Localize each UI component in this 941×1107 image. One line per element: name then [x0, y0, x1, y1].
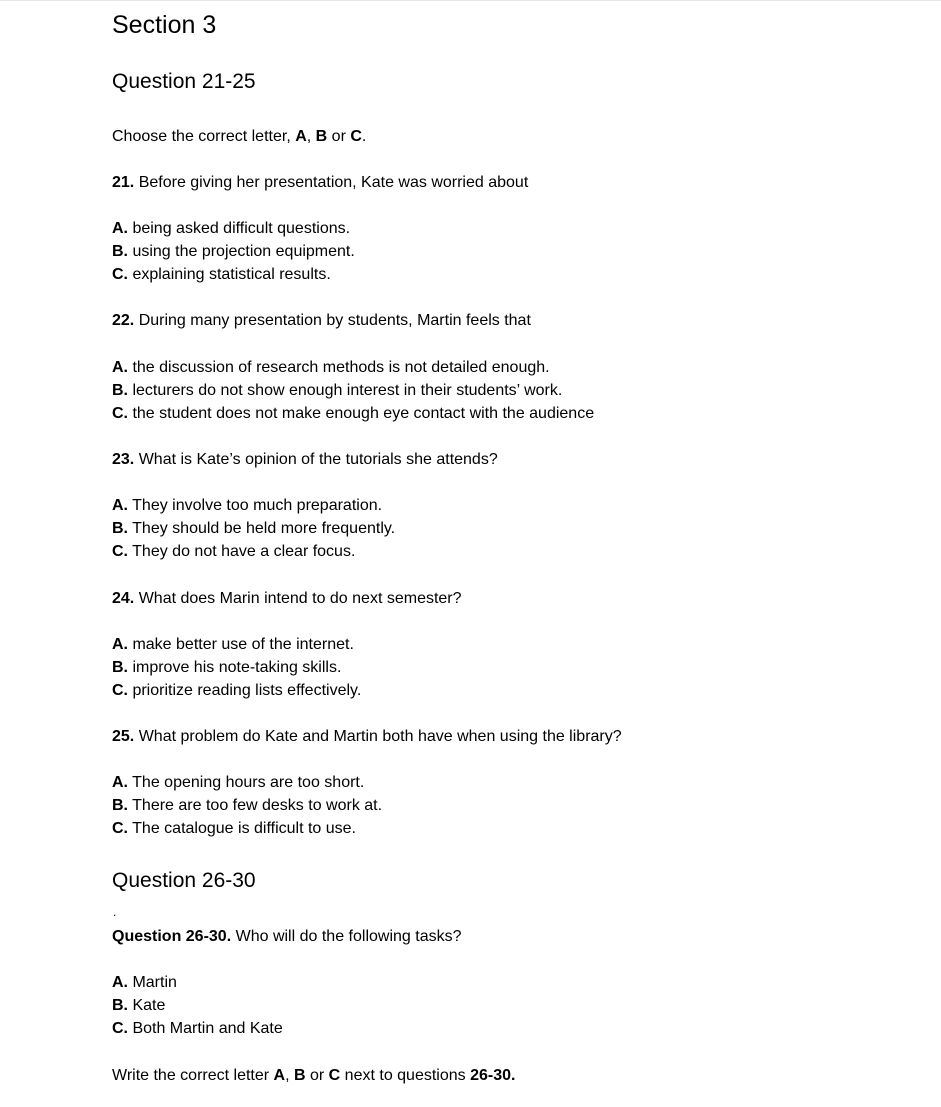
option-letter: C. [112, 405, 128, 422]
prompt-bold: Question 26-30. [112, 928, 232, 945]
question-number: 21. [112, 174, 135, 191]
group1-instruction [112, 127, 366, 147]
option-24c [112, 681, 361, 701]
question-number: 25. [112, 728, 135, 745]
option-letter: A. [112, 774, 128, 791]
instruction-suffix: . [361, 128, 367, 145]
question-text: Before giving her presentation, Kate was worried about [134, 174, 529, 191]
option-23a [112, 496, 382, 516]
prompt-text: Who will do the following tasks? [231, 928, 462, 945]
instruction-sep: or [327, 128, 351, 145]
question-22 [112, 311, 531, 331]
option-22a [112, 358, 550, 378]
option-text: Martin [128, 974, 177, 991]
option-22b [112, 381, 562, 401]
option-25a [112, 773, 364, 793]
top-border [0, 0, 941, 1]
section-title: Section 3 [112, 11, 217, 39]
option-letter: B. [112, 382, 128, 399]
group2-prompt [112, 927, 461, 947]
option-text: being asked difficult questions. [128, 220, 351, 237]
group2-heading: Question 26-30 [112, 869, 256, 892]
write-range: 26-30. [470, 1067, 516, 1084]
group2-write-instruction [112, 1066, 515, 1086]
option-letter: A. [112, 497, 128, 514]
option-text: lecturers do not show enough interest in their students’ work. [128, 382, 563, 399]
option-text: They involve too much preparation. [128, 497, 383, 514]
question-number: 23. [112, 451, 135, 468]
option-24b [112, 658, 341, 678]
question-text: What does Marin intend to do next semester? [134, 590, 462, 607]
question-text: What is Kate’s opinion of the tutorials she attends? [134, 451, 498, 468]
write-letter-b: B [293, 1067, 306, 1084]
instruction-letter-b: B [315, 128, 328, 145]
write-prefix: Write the correct letter [112, 1067, 274, 1084]
option-letter: B. [112, 797, 128, 814]
group2-option-c [112, 1019, 283, 1039]
option-text: explaining statistical results. [128, 266, 331, 283]
option-text: Both Martin and Kate [128, 1020, 283, 1037]
option-24a [112, 635, 354, 655]
option-21c [112, 265, 331, 285]
question-23 [112, 450, 498, 470]
option-23c [112, 542, 355, 562]
write-sep: , [285, 1067, 294, 1084]
write-sep: or [305, 1067, 329, 1084]
option-text: The catalogue is difficult to use. [128, 820, 356, 837]
option-23b [112, 519, 395, 539]
question-number: 24. [112, 590, 135, 607]
instruction-sep: , [306, 128, 316, 145]
option-text: There are too few desks to work at. [128, 797, 383, 814]
group1-heading: Question 21-25 [112, 70, 256, 93]
question-number: 22. [112, 312, 135, 329]
option-text: make better use of the internet. [128, 636, 354, 653]
option-letter: C. [112, 820, 128, 837]
option-text: the student does not make enough eye contact with the audience [128, 405, 595, 422]
question-21 [112, 173, 528, 193]
question-text: What problem do Kate and Martin both have when using the library? [134, 728, 622, 745]
option-letter: C. [112, 1020, 128, 1037]
option-letter: A. [112, 974, 128, 991]
write-mid: next to questions [340, 1067, 471, 1084]
option-letter: B. [112, 520, 128, 537]
group2-option-b [112, 996, 165, 1016]
option-text: prioritize reading lists effectively. [128, 682, 362, 699]
option-25c [112, 819, 356, 839]
option-text: They should be held more frequently. [128, 520, 396, 537]
option-text: improve his note-taking skills. [128, 659, 342, 676]
option-letter: A. [112, 220, 128, 237]
option-letter: B. [112, 997, 128, 1014]
question-text: During many presentation by students, Martin feels that [134, 312, 531, 329]
question-25 [112, 727, 622, 747]
write-letter-a: A [273, 1067, 286, 1084]
option-letter: C. [112, 682, 128, 699]
option-letter: B. [112, 659, 128, 676]
option-21a [112, 219, 350, 239]
stray-dot: . [113, 905, 117, 919]
instruction-prefix: Choose the correct letter, [112, 128, 296, 145]
option-text: the discussion of research methods is not detailed enough. [128, 359, 550, 376]
group2-option-a [112, 973, 177, 993]
option-text: Kate [128, 997, 166, 1014]
write-letter-c: C [328, 1067, 341, 1084]
option-letter: B. [112, 243, 128, 260]
option-21b [112, 242, 355, 262]
instruction-letter-c: C [350, 128, 362, 145]
option-letter: C. [112, 266, 128, 283]
option-text: The opening hours are too short. [128, 774, 365, 791]
option-letter: A. [112, 359, 128, 376]
option-text: using the projection equipment. [128, 243, 355, 260]
instruction-letter-a: A [295, 128, 307, 145]
option-letter: C. [112, 543, 128, 560]
question-24 [112, 589, 462, 609]
option-text: They do not have a clear focus. [128, 543, 356, 560]
option-22c [112, 404, 594, 424]
option-25b [112, 796, 382, 816]
option-letter: A. [112, 636, 128, 653]
